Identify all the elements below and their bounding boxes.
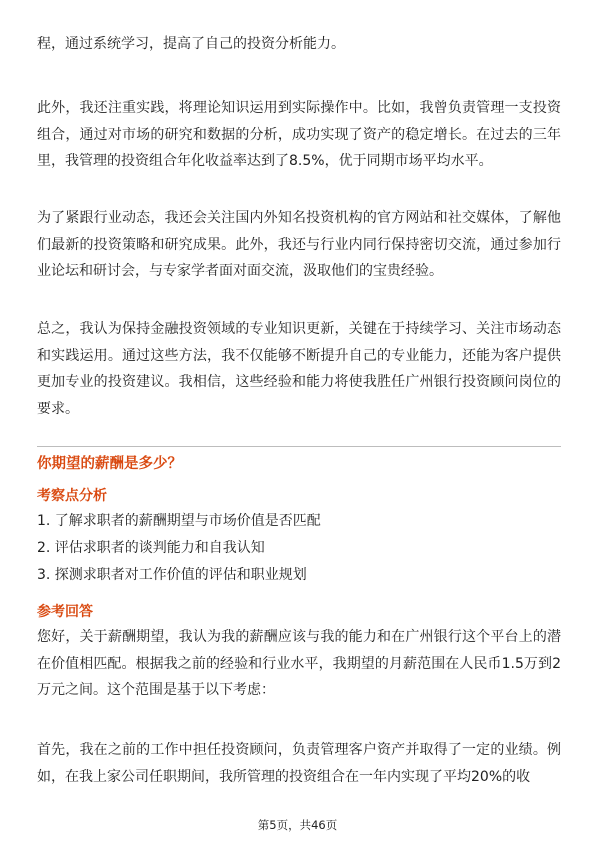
answer-heading: 参考回答 xyxy=(37,604,93,620)
answer-paragraph-1: 您好，关于薪酬期望，我认为我的薪酬应该与我的能力和在广州银行这个平台上的潜在价值相匹配。根据我之前的经验和行业水平，我期望的月薪范围在人民币1.5万到2万元之间。这个范围是基于以下考虑： xyxy=(37,629,561,698)
question-heading: 你期望的薪酬是多少？ xyxy=(37,456,182,472)
page-number: 第5页，共46页 xyxy=(257,818,338,832)
intro-paragraph-4: 总之，我认为保持金融投资领域的专业知识更新，关键在于持续学习、关注市场动态和实践运用。通过这些方法，我不仅能够不断提升自己的专业能力，还能为客户提供更加专业的投资建议。我相信，这些经验和能力将使我胜任广州银行投资顾问岗位的要求。 xyxy=(37,321,561,417)
list-item: 1. 了解求职者的薪酬期望与市场价值是否匹配 xyxy=(37,513,321,529)
intro-paragraph-1: 程，通过系统学习，提高了自己的投资分析能力。 xyxy=(37,36,345,52)
analysis-heading: 考察点分析 xyxy=(37,488,107,504)
analysis-list xyxy=(37,508,561,589)
section-divider xyxy=(37,446,561,447)
intro-paragraph-2: 此外，我还注重实践，将理论知识运用到实际操作中。比如，我曾负责管理一支投资组合，通过对市场的研究和数据的分析，成功实现了资产的稳定增长。在过去的三年里，我管理的投资组合年化收益率达到了8.5%，优于同期市场平均水平。 xyxy=(37,100,561,169)
answer-paragraph-2: 首先，我在之前的工作中担任投资顾问，负责管理客户资产并取得了一定的业绩。例如，在我上家公司任职期间，我所管理的投资组合在一年内实现了平均20%的收 xyxy=(37,742,561,785)
list-item: 3. 探测求职者对工作价值的评估和职业规划 xyxy=(37,567,307,583)
list-item: 2. 评估求职者的谈判能力和自我认知 xyxy=(37,540,265,556)
intro-paragraph-3: 为了紧跟行业动态，我还会关注国内外知名投资机构的官方网站和社交媒体，了解他们最新的投资策略和研究成果。此外，我还与行业内同行保持密切交流，通过参加行业论坛和研讨会，与专家学者面对面交流，汲取他们的宝贵经验。 xyxy=(37,210,561,279)
